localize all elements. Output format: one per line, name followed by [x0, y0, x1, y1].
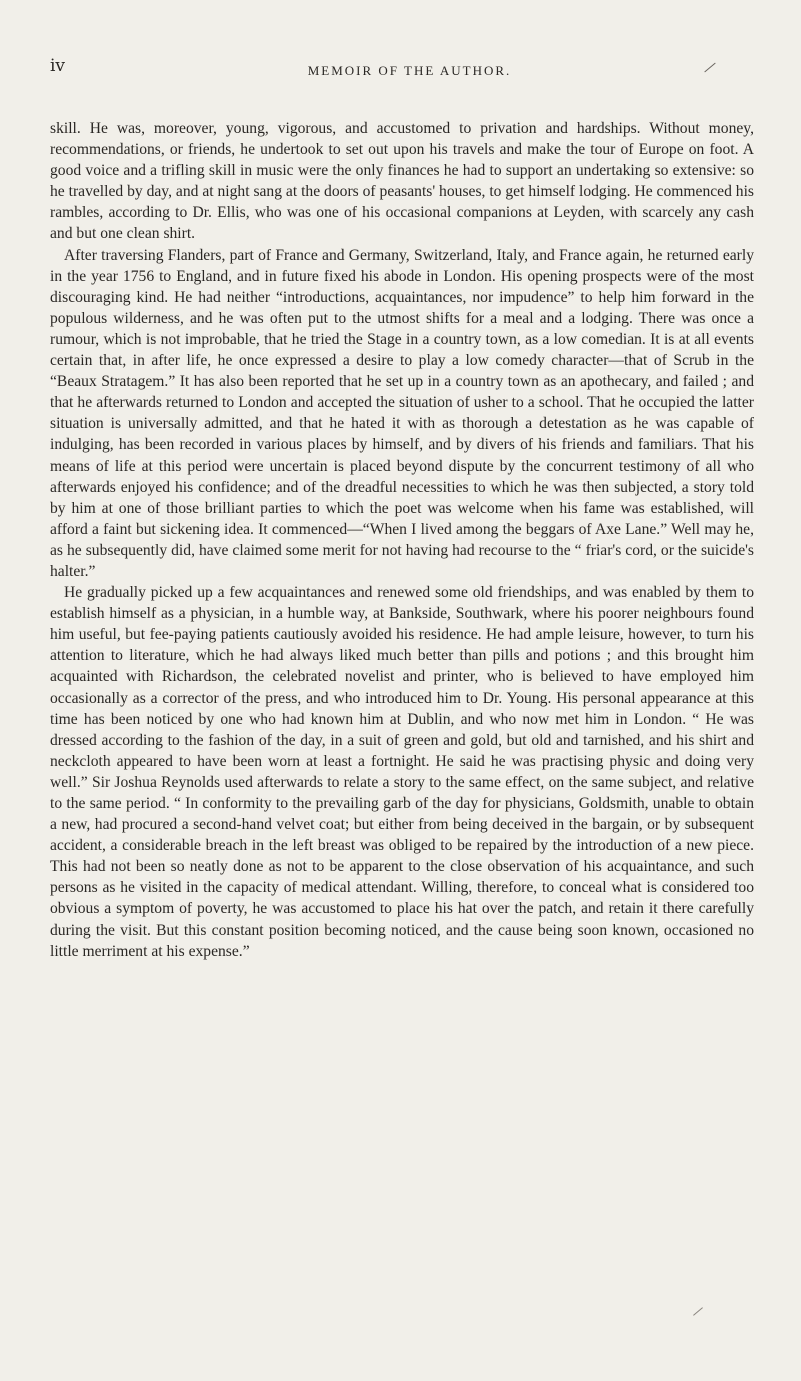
- running-head: [0, 63, 801, 79]
- page-number: iv: [50, 56, 66, 76]
- body-text: [50, 118, 754, 962]
- running-title: MEMOIR OF THE AUTHOR.: [307, 63, 512, 78]
- paragraph-2: After traversing Flanders, part of France and Germany, Switzerland, Italy, and France again, he returned early in the year 1756 to England, and in future fixed his abode in London. His opening prospects were of the most discouraging kind. He had neither “introductions, acquaintances, nor impudence” to help him forward in the populous wilderness, and he was often put to the utmost shifts for a meal and a lodging. There was once a rumour, which is not improbable, that he tried the Stage in a country town, as a low comedian. It is at all events certain that, in after life, he once expressed a desire to play a low comedy character—that of Scrub in the “Beaux Stratagem.” It has also been reported that he set up in a country town as an apothecary, and failed ; and that he afterwards returned to London and accepted the situation of usher to a school. That he occupied the latter situation is universally admitted, and that he hated it with as thorough a detestation as he was capable of indulging, has been recorded in various places by himself, and by divers of his friends and familiars. That his means of life at this period were uncertain is placed beyond dispute by the concurrent testimony of all who afterwards enjoyed his confidence; and of the dreadful necessities to which he was then subjected, a story told by him at one of those brilliant parties to which the poet was welcome when his fame was established, will afford a faint but sickening idea. It commenced—“When I lived among the beggars of Axe Lane.” Well may he, as he subsequently did, have claimed some merit for not having had recourse to the “ friar's cord, or the suicide's halter.”: [50, 246, 754, 580]
- margin-mark-bottom: [693, 1307, 703, 1315]
- paragraph-3: He gradually picked up a few acquaintances and renewed some old friendships, and was enabled by them to establish himself as a physician, in a humble way, at Bankside, Southwark, where his poorer neighbours found him useful, but fee-paying patients cautiously avoided his residence. He had ample leisure, however, to turn his attention to literature, which he had always liked much better than pills and potions ; and this brought him acquainted with Richardson, the celebrated novelist and printer, who is believed to have employed him occasionally as a corrector of the press, and who introduced him to Dr. Young. His personal appearance at this time has been noticed by one who had known him at Dublin, and who now met him in London. “ He was dressed according to the fashion of the day, in a suit of green and gold, but old and tarnished, and his shirt and neckcloth appeared to have been worn at least a fortnight. He said he was practising physic and doing very well.” Sir Joshua Reynolds used afterwards to relate a story to the same effect, on the same subject, and relative to the same period. “ In conformity to the prevailing garb of the day for physicians, Goldsmith, unable to obtain a new, had procured a second-hand velvet coat; but either from being deceived in the bargain, or by subsequent accident, a considerable breach in the left breast was obliged to be repaired by the introduction of a new piece. This had not been so neatly done as not to be apparent to the close observation of his acquaintance, and such persons as he visited in the capacity of medical attendant. Willing, therefore, to conceal what is considered too obvious a symptom of poverty, he was accustomed to place his hat over the patch, and retain it there carefully during the visit. But this constant position becoming noticed, and the cause being soon known, occasioned no little merriment at his expense.”: [50, 584, 754, 960]
- paragraph-1: skill. He was, moreover, young, vigorous, and accustomed to privation and hardships. Without money, recommendations, or friends, he undertook to set out upon his travels and make the tour of Europe on foot. A good voice and a trifling skill in music were the only finances he had to support an undertaking so extensive: so he travelled by day, and at night sang at the doors of peasants' houses, to get himself lodging. He commenced his rambles, according to Dr. Ellis, who was one of his occasional companions at Leyden, with scarcely any cash and but one clean shirt.: [50, 120, 754, 243]
